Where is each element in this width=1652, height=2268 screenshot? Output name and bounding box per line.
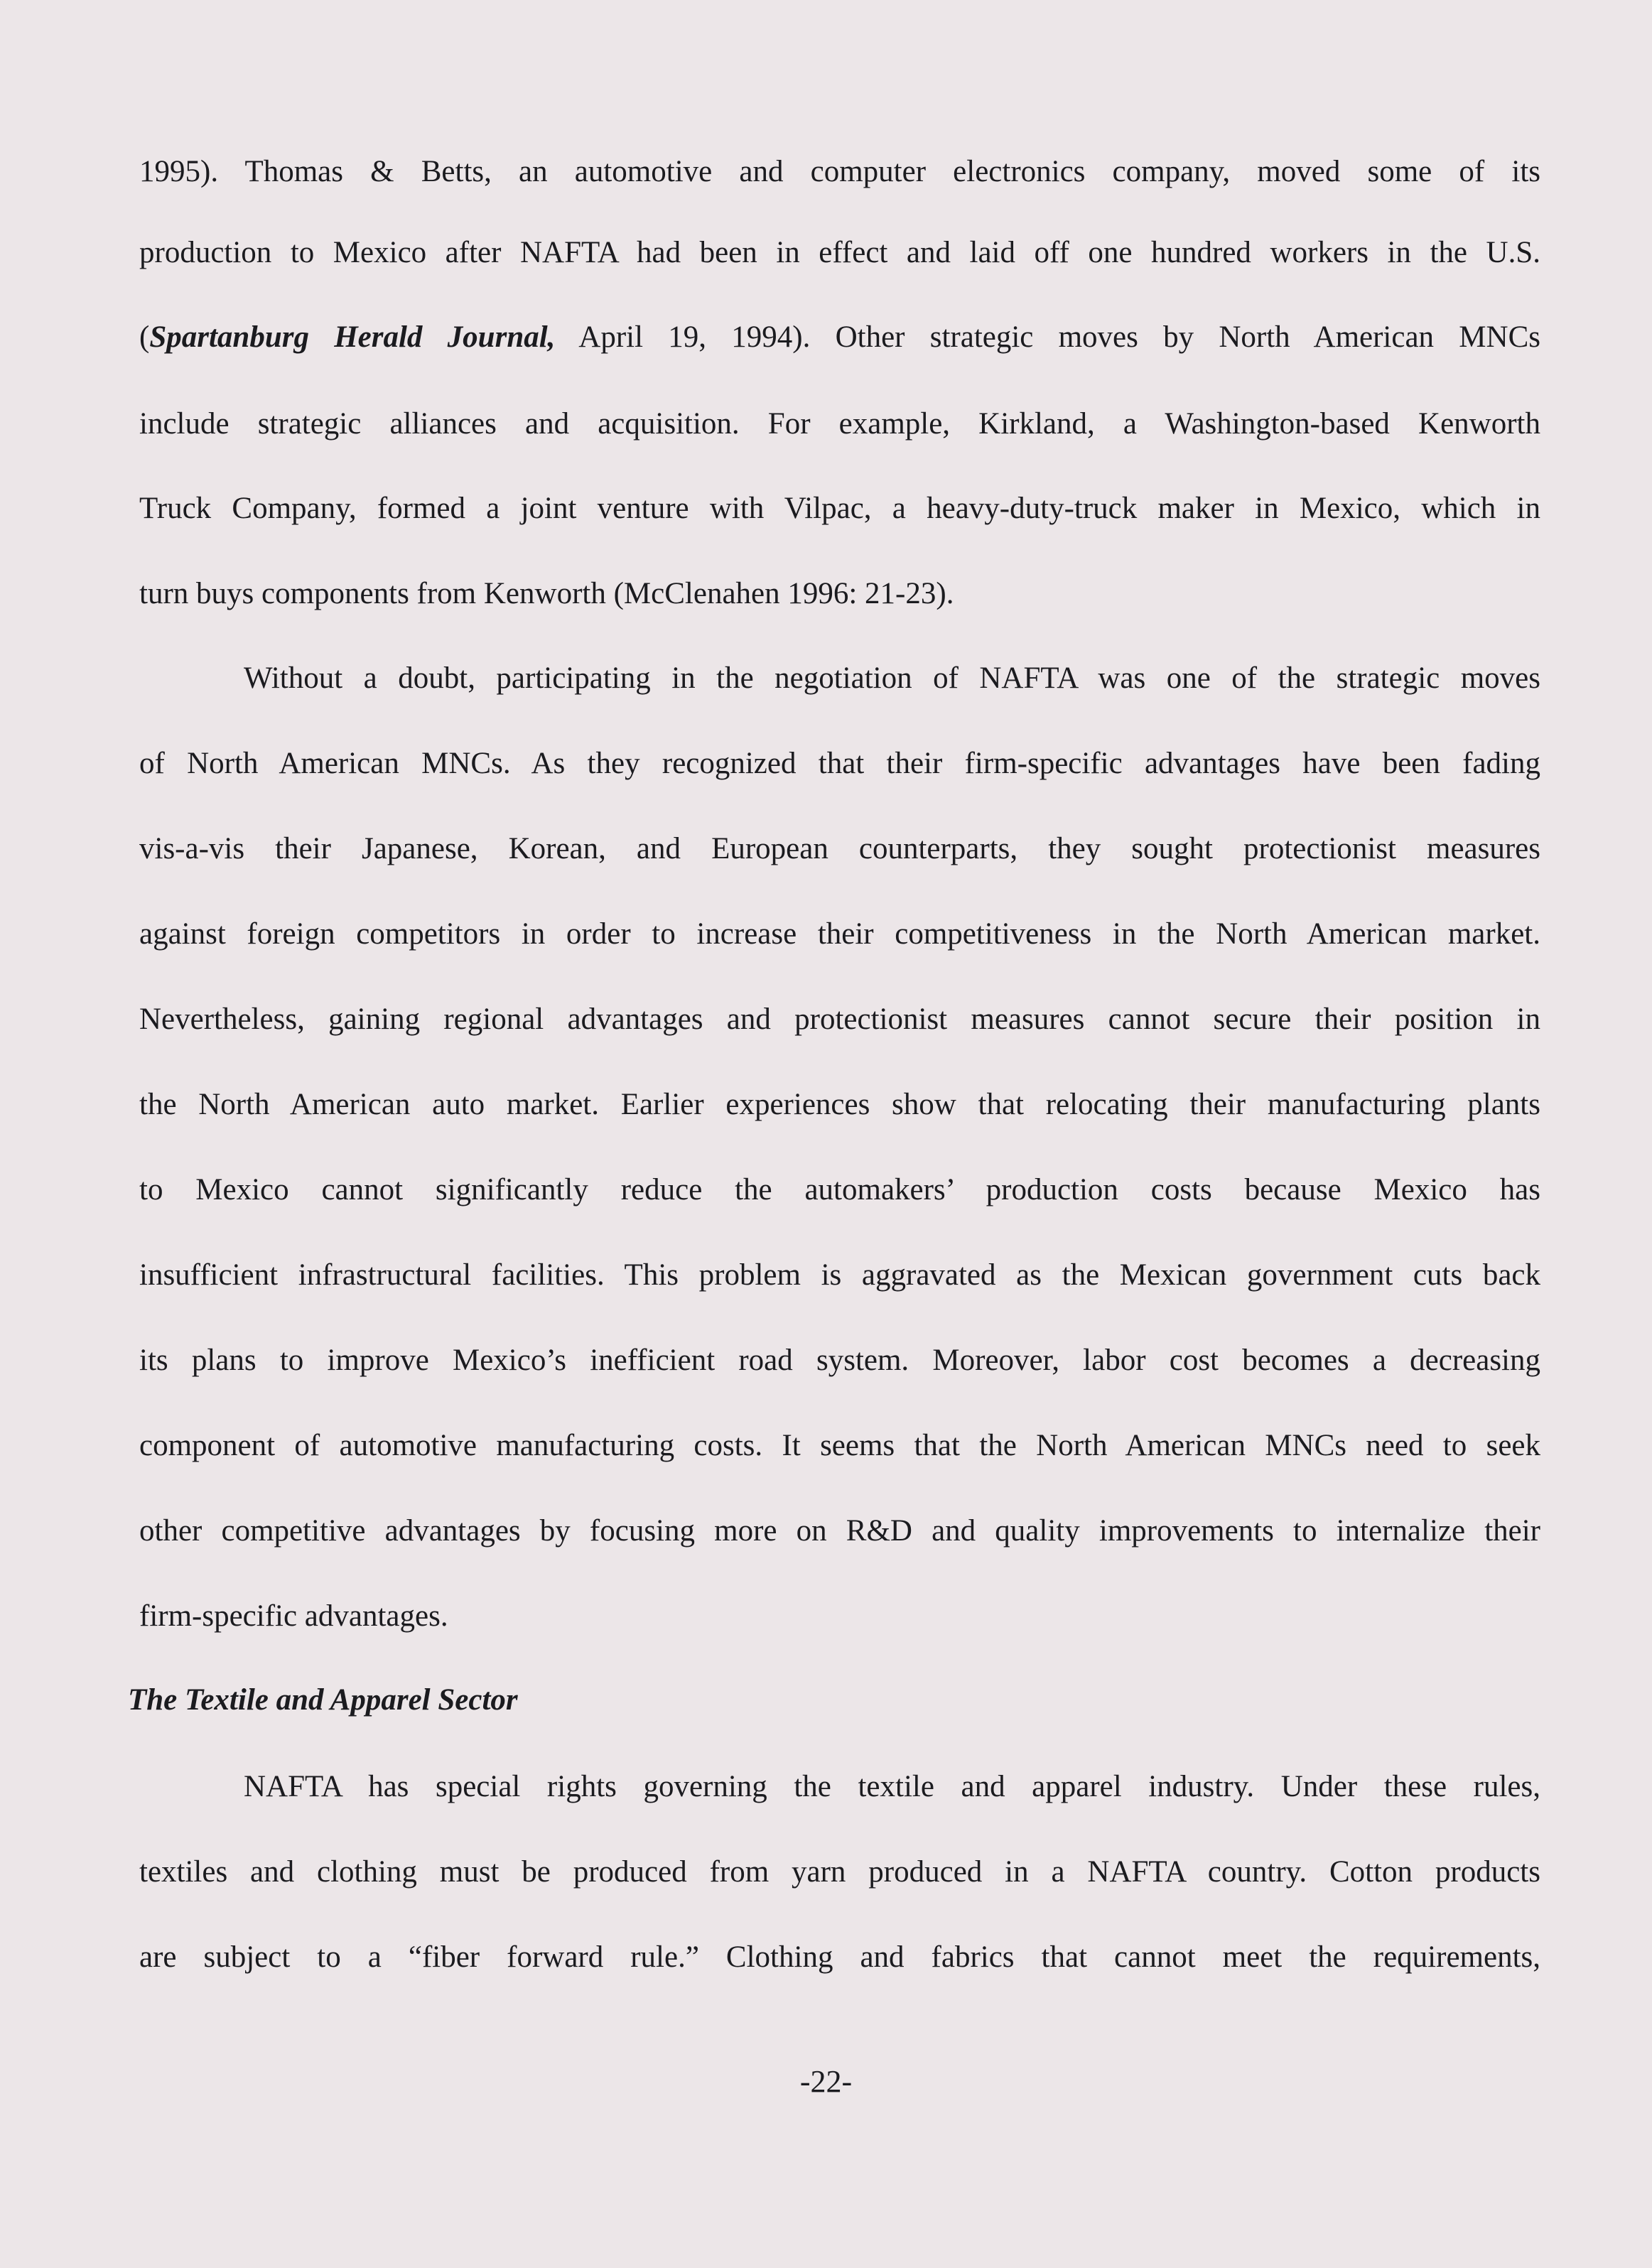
body-text-line: textiles and clothing must be produced from yarn produced in a NAFTA country. Cotton products xyxy=(139,1855,1540,1889)
body-text-line: NAFTA has special rights governing the textile and apparel industry. Under these rules, xyxy=(244,1770,1540,1803)
body-text-line: vis-a-vis their Japanese, Korean, and European counterparts, they sought protectionist measures xyxy=(139,832,1540,865)
body-text-line: to Mexico cannot significantly reduce the automakers’ production costs because Mexico has xyxy=(139,1173,1540,1206)
citation-open-paren: ( xyxy=(139,320,150,354)
body-text-line: 1995). Thomas & Betts, an automotive and computer electronics company, moved some of its xyxy=(139,155,1540,188)
section-heading: The Textile and Apparel Sector xyxy=(128,1683,518,1717)
body-text-line: component of automotive manufacturing costs. It seems that the North American MNCs need to seek xyxy=(139,1429,1540,1462)
body-text-line: against foreign competitors in order to increase their competitiveness in the North American market. xyxy=(139,917,1540,951)
body-text-line: insufficient infrastructural facilities. This problem is aggravated as the Mexican government cuts back xyxy=(139,1258,1540,1292)
body-text-line-with-citation xyxy=(139,316,1540,359)
body-text-line: other competitive advantages by focusing more on R&D and quality improvements to internalize their xyxy=(139,1514,1540,1548)
body-text-line: include strategic alliances and acquisition. For example, Kirkland, a Washington-based Kenworth xyxy=(139,407,1540,441)
body-text-line: the North American auto market. Earlier experiences show that relocating their manufacturing plants xyxy=(139,1088,1540,1121)
body-text-line: Truck Company, formed a joint venture with Vilpac, a heavy-duty-truck maker in Mexico, which in xyxy=(139,492,1540,525)
body-text-line: its plans to improve Mexico’s inefficient road system. Moreover, labor cost becomes a decreasing xyxy=(139,1344,1540,1377)
source-title: Spartanburg Herald Journal, xyxy=(149,320,556,354)
citation-rest: April 19, 1994). Other strategic moves by North American MNCs xyxy=(555,320,1540,354)
body-text-line: production to Mexico after NAFTA had been in effect and laid off one hundred workers in the U.S. xyxy=(139,236,1540,269)
body-text-line: of North American MNCs. As they recognized that their firm-specific advantages have been fading xyxy=(139,747,1540,780)
body-text-line: Nevertheless, gaining regional advantages and protectionist measures cannot secure their position in xyxy=(139,1003,1540,1036)
body-text-line: are subject to a “fiber forward rule.” Clothing and fabrics that cannot meet the requirements, xyxy=(139,1940,1540,1974)
page-number: -22- xyxy=(799,2064,853,2099)
body-text-line: turn buys components from Kenworth (McClenahen 1996: 21-23). xyxy=(139,577,954,610)
body-text-line: firm-specific advantages. xyxy=(139,1599,448,1633)
body-text-line: Without a doubt, participating in the negotiation of NAFTA was one of the strategic moves xyxy=(244,662,1540,695)
